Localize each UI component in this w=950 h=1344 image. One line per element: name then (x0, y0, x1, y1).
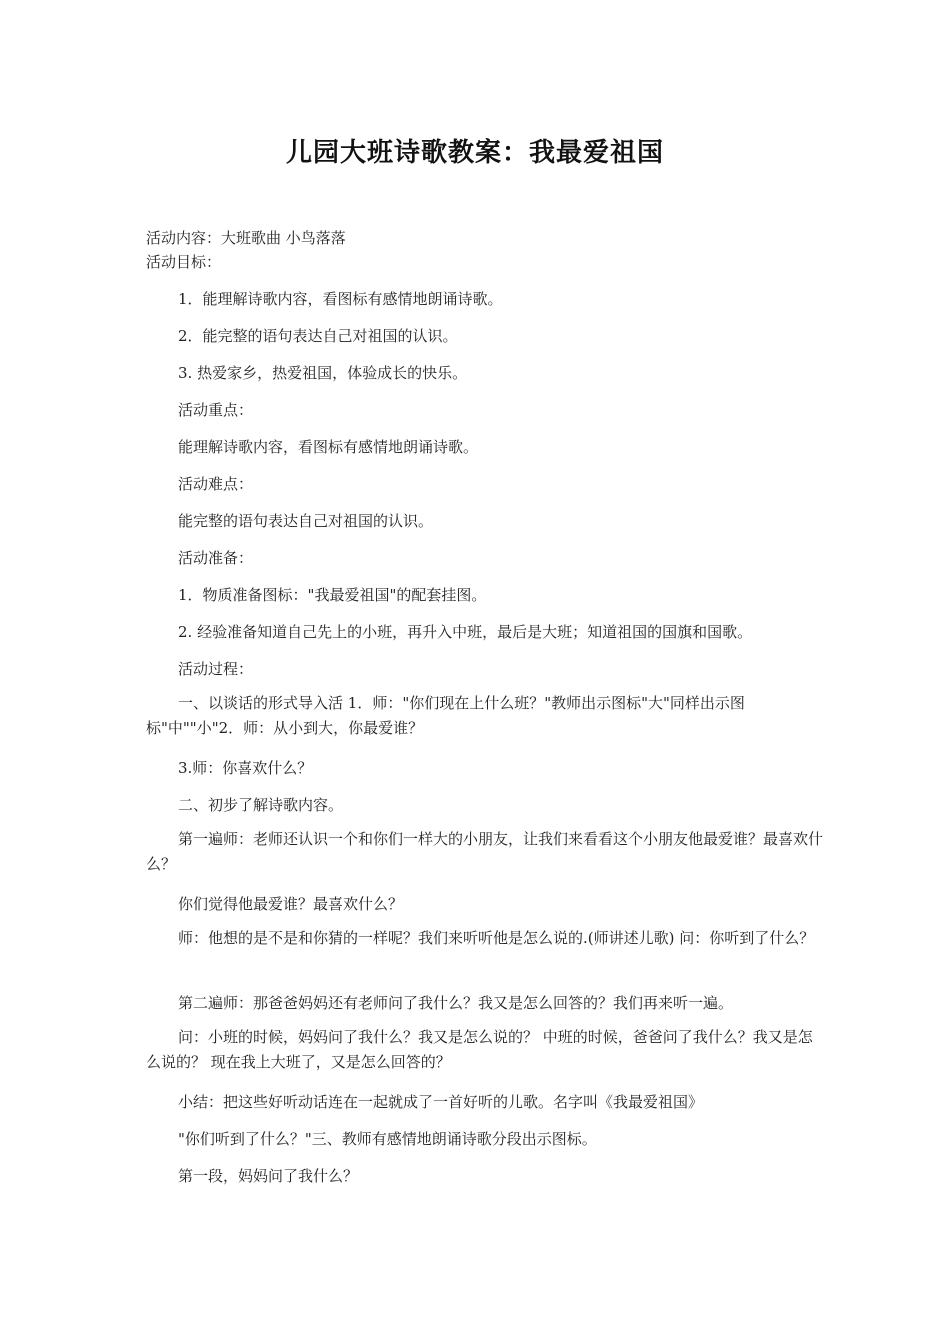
preparation-1: 1．物质准备图标："我最爱祖国"的配套挂图。 (178, 586, 487, 604)
goal-2: 2．能完整的语句表达自己对祖国的认识。 (178, 327, 458, 345)
first-reading: 第一遍师：老师还认识一个和你们一样大的小朋友，让我们来看看这个小朋友他最爱谁？最喜欢什么？ (146, 830, 824, 873)
key-point-heading: 活动重点： (178, 401, 254, 419)
activity-goals-heading: 活动目标： (146, 253, 222, 271)
difficulty-text: 能完整的语句表达自己对祖国的认识。 (178, 512, 434, 530)
preparation-2: 2. 经验准备知道自己先上的小班，再升入中班，最后是大班；知道祖国的国旗和国歌。 (178, 623, 753, 641)
process-step-2-heading: 二、初步了解诗歌内容。 (178, 796, 344, 814)
process-heading: 活动过程： (178, 660, 254, 678)
second-reading-questions: 问：小班的时候，妈妈问了我什么？我又是怎么说的？ 中班的时候，爸爸问了我什么？我又是怎么说的？ 现在我上大班了，又是怎么回答的？ (146, 1028, 813, 1071)
summary: 小结：把这些好听动话连在一起就成了一首好听的儿歌。名字叫《我最爱祖国》 (178, 1093, 704, 1111)
process-step-3: "你们听到了什么？"三、教师有感情地朗诵诗歌分段出示图标。 (178, 1130, 597, 1148)
activity-content: 活动内容：大班歌曲 小鸟落落 (146, 229, 346, 247)
second-reading: 第二遍师：那爸爸妈妈还有老师问了我什么？我又是怎么回答的？我们再来听一遍。 (178, 994, 734, 1012)
key-point-text: 能理解诗歌内容，看图标有感情地朗诵诗歌。 (178, 438, 479, 456)
process-step-1: 一、以谈话的形式导入活 1．师："你们现在上什么班？"教师出示图标"大"同样出示图标"中""小"2．师：从小到大，你最爱谁？ (146, 694, 745, 737)
first-reading-question: 你们觉得他最爱谁？最喜欢什么？ (178, 895, 404, 913)
preparation-heading: 活动准备： (178, 549, 254, 567)
document-title: 儿园大班诗歌教案：我最爱祖国 (285, 138, 664, 168)
teacher-narration: 师：他想的是不是和你猜的一样呢？我们来听听他是怎么说的.(师讲述儿歌) 问：你听到了什么？ (178, 929, 815, 947)
goal-1: 1．能理解诗歌内容，看图标有感情地朗诵诗歌。 (178, 290, 503, 308)
difficulty-heading: 活动难点： (178, 475, 254, 493)
process-step-1-3: 3.师：你喜欢什么？ (178, 759, 313, 777)
first-section: 第一段，妈妈问了我什么？ (178, 1167, 359, 1185)
goal-3: 3. 热爱家乡，热爱祖国，体验成长的快乐。 (178, 364, 468, 382)
